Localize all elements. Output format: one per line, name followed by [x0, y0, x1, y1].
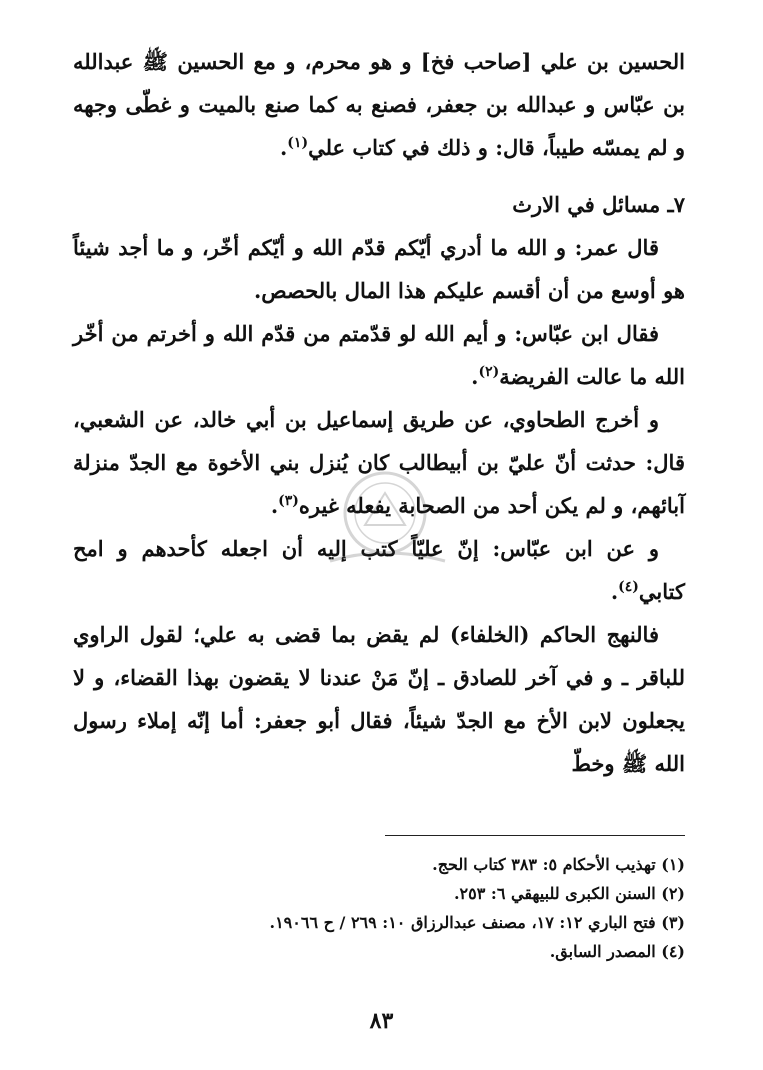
paragraph-1 — [73, 40, 685, 169]
main-text — [73, 40, 685, 785]
footnote-ref-2: (٢) — [478, 364, 500, 380]
page-number: ٨٣ — [369, 1008, 394, 1034]
paragraph-3-text: فقال ابن عبّاس: و أيم الله لو قدّمتم من قدّم الله و أخرتم من أخّر الله ما عالت الفريضة — [73, 321, 685, 389]
paragraph-5 — [73, 527, 685, 613]
section-heading: ٧ـ مسائل في الارث — [512, 192, 685, 217]
paragraph-6: فالنهج الحاكم (الخلفاء) لم يقض بما قضى به علي؛ لقول الراوي للباقر ـ و في آخر للصادق ـ إنّ مَنْ عندنا لا يقضون بهذا القضاء، و لا يجعلون لابن الأخ مع الجدّ شيئاً، فقال أبو جعفر: أما إنّه إملاء رسول الله ﷺ وخطّ — [73, 622, 685, 776]
footnote-4: (٤) المصدر السابق. — [549, 942, 685, 961]
paragraph-1-end: . — [279, 135, 288, 160]
paragraph-3 — [73, 312, 685, 398]
paragraph-2: قال عمر: و الله ما أدري أيّكم قدّم الله و أيّكم أخّر، و ما أجد شيئاً هو أوسع من أن أقسم عليكم هذا المال بالحصص. — [73, 235, 685, 303]
footnote-ref-1: (١) — [287, 135, 309, 151]
footnote-3: (٣) فتح الباري ١٢: ١٧، مصنف عبدالرزاق ١٠: ٢٦٩ / ح ١٩٠٦٦. — [269, 913, 685, 932]
paragraph-3-end: . — [471, 364, 479, 389]
paragraph-5-end: . — [610, 579, 619, 604]
footnotes — [73, 850, 685, 966]
paragraph-4-text: و أخرج الطحاوي، عن طريق إسماعيل بن أبي خالد، عن الشعبي، قال: حدثت أنّ عليّ بن أبيطالب كان يُنزل بني الأخوة مع الجدّ منزلة آبائهم، و لم يكن أحد من الصحابة يفعله غيره — [73, 407, 685, 518]
paragraph-4 — [73, 398, 685, 527]
footnote-ref-3: (٣) — [278, 493, 299, 509]
paragraph-5-text: و عن ابن عبّاس: إنّ عليّاً كتب إليه أن اجعله كأحدهم و امح كتابي — [73, 536, 685, 604]
footnote-1: (١) تهذيب الأحكام ٥: ٣٨٣ كتاب الحج. — [432, 855, 685, 874]
footnote-ref-4: (٤) — [618, 579, 639, 595]
footnote-separator — [385, 835, 685, 836]
footnote-2: (٢) السنن الكبرى للبيهقي ٦: ٢٥٣. — [453, 884, 685, 903]
paragraph-1-text: الحسين بن علي [صاحب فخ] و هو محرم، و مع الحسين ﷺ عبدالله بن عبّاس و عبدالله بن جعفر، فصنع به كما صنع بالميت و غطّى وجهه و لم يمسّه طيباً، قال: و ذلك في كتاب علي — [73, 49, 685, 160]
paragraph-4-end: . — [270, 493, 279, 518]
